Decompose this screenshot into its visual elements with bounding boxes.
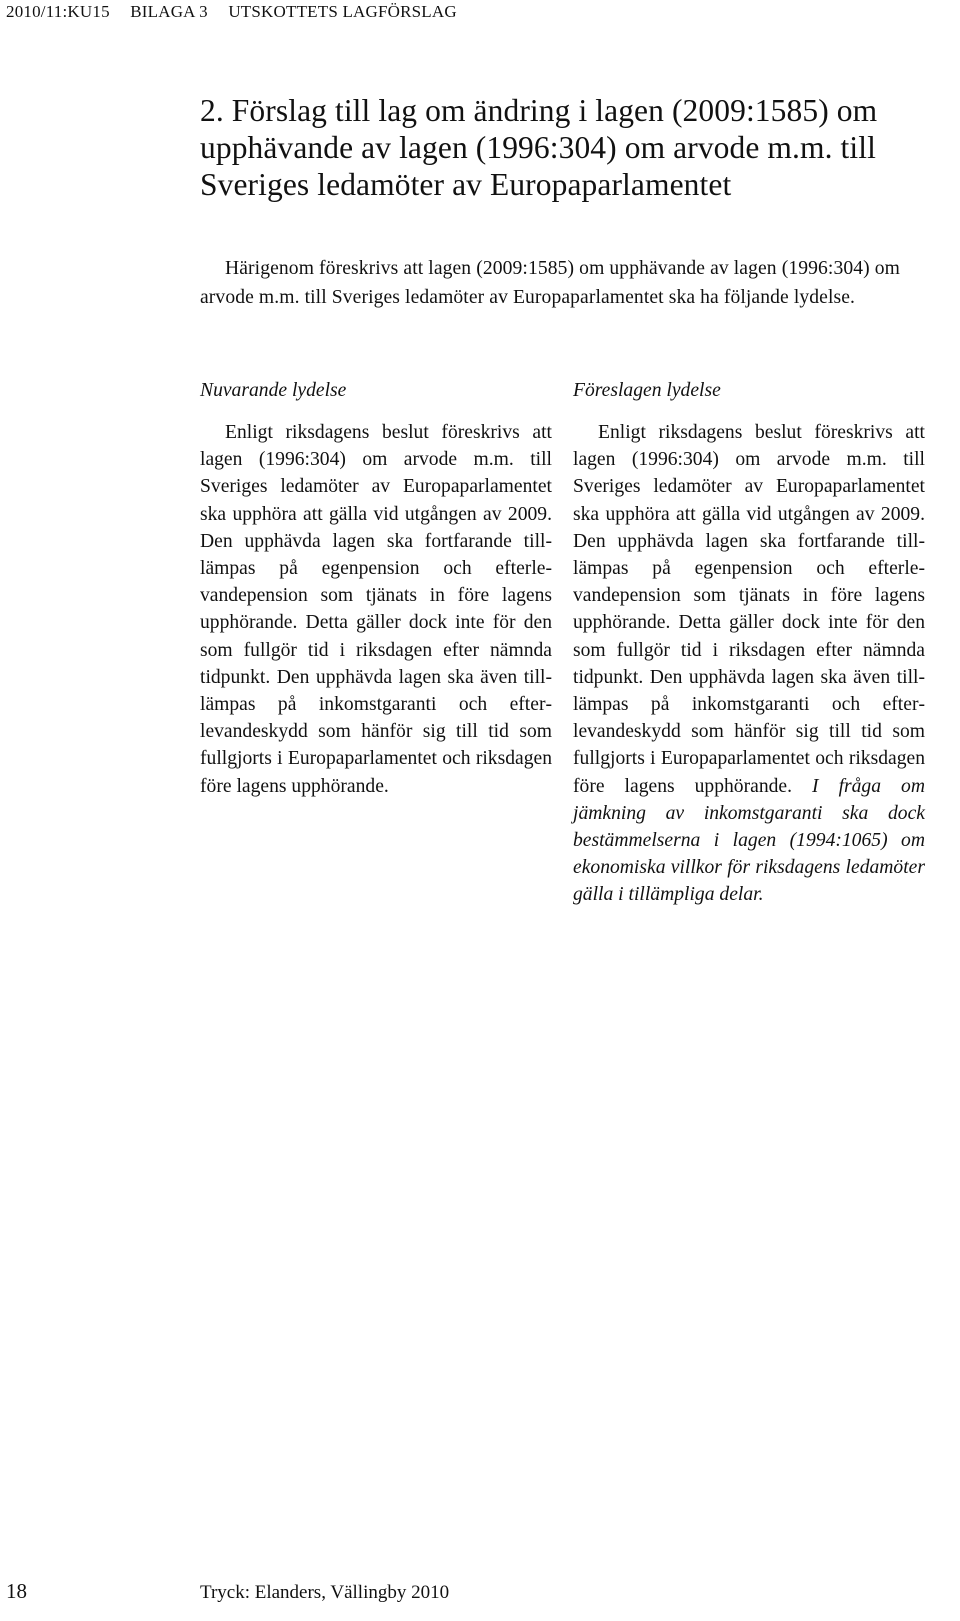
intro-paragraph: Härigenom föreskrivs att lagen (2009:1585) om upphävande av lagen (1996:304) om arvode m.m. till Sveriges ledamöter av Europaparlamentet ska ha följande lydelse. [200,258,901,308]
current-wording-heading: Nuvarande lydelse [200,380,347,401]
proposed-wording-body: Enligt riksdagens beslut föreskrivs att lagen (1996:304) om arvode m.m. till Sveriges ledamöter av Europaparlamentet ska upphöra att gälla vid utgången av 2009. Den upphävda lagen ska fortfarande tilllämpas på egenpension och efterlevandepension som tjänats in före lagens upphörande. Detta gäller dock inte för den som fullgör tid i riksdagen efter nämnda tidpunkt. Den upphävda lagen ska även tilllämpas på inkomstgaranti och efterlevandeskydd som hänför sig till tid som fullgjorts i Europaparlamentet och riksdagen före lagens upphörande. [573,422,925,797]
current-wording-text: Enligt riksdagens beslut föreskrivs att lagen (1996:304) om arvode m.m. till Sveriges ledamöter av Europaparlamentet ska upphöra att gälla vid utgången av 2009. Den upphävda lagen ska fortfarande tilllämpas på egenpension och efterlevandepension som tjänats in före lagens upphörande. Detta gäller dock inte för den som fullgör tid i riksdagen efter nämnda tidpunkt. Den upphävda lagen ska även tilllämpas på inkomstgaranti och efterlevandeskydd som hänför sig till tid som fullgjorts i Europaparlamentet och riksdagen före lagens upphörande. [200,422,552,797]
proposed-wording-text [573,419,925,909]
printer-imprint: Tryck: Elanders, Vällingby 2010 [200,1582,450,1603]
proposed-wording-column [573,376,925,909]
appendix-label: BILAGA 3 [130,2,208,21]
page-title: 2. Förslag till lag om ändring i lagen (2009:1585) om upphävande av lagen (1996:304) om arvode m.m. till Sveriges ledamöter av Europaparlamentet [200,93,878,202]
page-header [6,2,473,22]
page-number: 18 [6,1579,27,1603]
document-id: 2010/11:KU15 [6,2,110,21]
section-label: UTSKOTTETS LAGFÖRSLAG [228,2,457,21]
proposed-wording-heading: Föreslagen lydelse [573,380,721,401]
proposed-wording-amendment: I fråga om jämkning av inkomstgaranti ska dock bestämmelserna i lagen (1994:1065) om ekonomiska villkor för riksdagens ledamöter gälla i tillämpliga delar. [573,775,925,906]
current-wording-column [200,376,552,800]
